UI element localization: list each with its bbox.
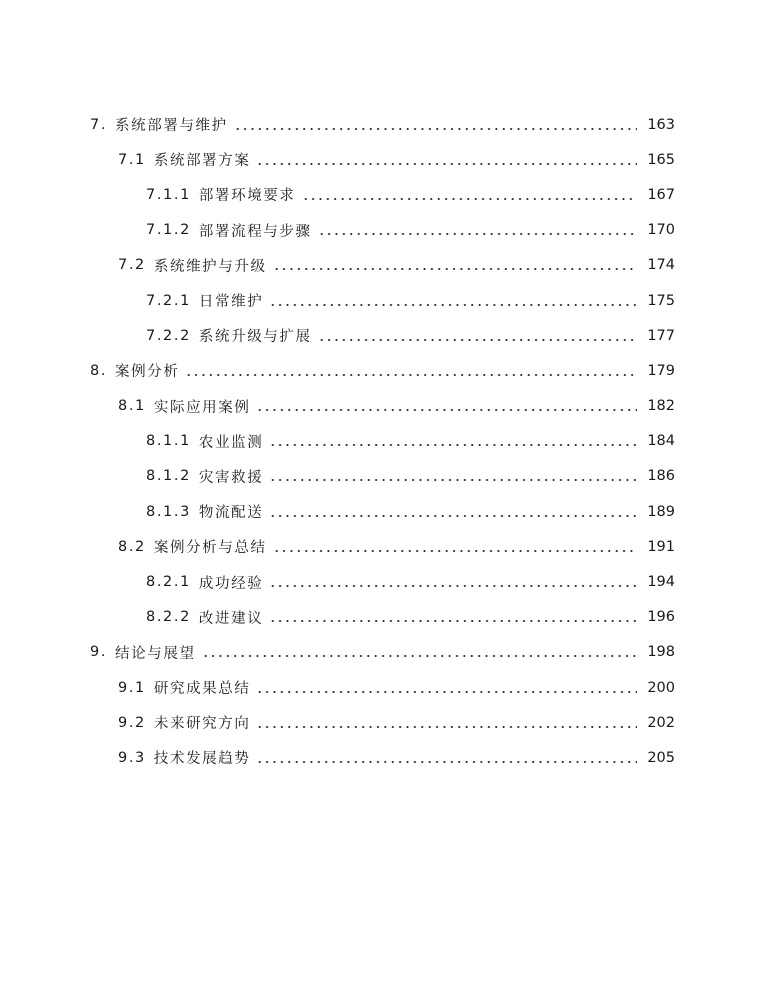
toc-entry-title: 案例分析与总结 bbox=[153, 540, 267, 557]
toc-entry-page: 179 bbox=[647, 362, 675, 379]
toc-entry-page: 167 bbox=[647, 186, 675, 203]
toc-entry[interactable] bbox=[0, 740, 765, 775]
toc-entry-number: 7. bbox=[90, 116, 108, 133]
toc-entry[interactable] bbox=[0, 142, 765, 177]
toc-entry-page: 191 bbox=[647, 538, 675, 555]
toc-entry-title: 系统部署方案 bbox=[153, 153, 251, 170]
toc-entry-title: 案例分析 bbox=[115, 364, 180, 381]
dot-leader bbox=[269, 505, 637, 519]
toc-entry-number: 7.2.1 bbox=[146, 292, 191, 309]
dot-leader bbox=[256, 681, 637, 695]
toc-entry-page: 182 bbox=[647, 398, 675, 415]
toc-entry-page: 184 bbox=[647, 433, 675, 450]
toc-entry-page: 189 bbox=[647, 503, 675, 520]
toc-entry-page: 177 bbox=[647, 327, 675, 344]
toc-entry-number: 9.3 bbox=[118, 749, 146, 766]
toc-entry-page: 186 bbox=[647, 468, 675, 485]
toc-entry-number: 8.1.3 bbox=[146, 503, 191, 520]
toc-entry-number: 8. bbox=[90, 362, 108, 379]
toc-entry-title: 部署环境要求 bbox=[198, 188, 296, 205]
toc-entry-title: 实际应用案例 bbox=[153, 399, 251, 416]
toc-entry[interactable] bbox=[0, 459, 765, 494]
toc-entry-page: 175 bbox=[647, 292, 675, 309]
toc-entry-number: 7.1.2 bbox=[146, 222, 191, 239]
toc-entry-number: 9. bbox=[90, 644, 108, 661]
toc-entry-page: 165 bbox=[647, 151, 675, 168]
dot-leader bbox=[302, 188, 637, 202]
toc-entry-title: 系统部署与维护 bbox=[115, 118, 228, 135]
toc-entry-number: 9.2 bbox=[118, 714, 146, 731]
toc-entry-page: 198 bbox=[647, 644, 675, 661]
toc-entry-title: 日常维护 bbox=[198, 294, 264, 311]
toc-entry[interactable] bbox=[0, 600, 765, 635]
toc-entry[interactable] bbox=[0, 635, 765, 670]
table-of-contents bbox=[0, 107, 765, 776]
toc-entry-title: 改进建议 bbox=[198, 610, 264, 627]
toc-entry-title: 未来研究方向 bbox=[153, 716, 251, 733]
toc-entry-title: 系统升级与扩展 bbox=[198, 329, 312, 346]
dot-leader bbox=[185, 364, 637, 378]
toc-entry-number: 8.1.2 bbox=[146, 468, 191, 485]
toc-entry-page: 174 bbox=[647, 257, 675, 274]
toc-entry[interactable] bbox=[0, 283, 765, 318]
dot-leader bbox=[256, 399, 637, 413]
dot-leader bbox=[273, 258, 637, 272]
toc-entry-page: 196 bbox=[647, 609, 675, 626]
toc-entry-number: 7.1.1 bbox=[146, 186, 191, 203]
dot-leader bbox=[318, 329, 637, 343]
dot-leader bbox=[256, 716, 637, 730]
toc-entry[interactable] bbox=[0, 177, 765, 212]
toc-entry-page: 202 bbox=[647, 714, 675, 731]
toc-entry-number: 8.1 bbox=[118, 398, 146, 415]
toc-entry-title: 成功经验 bbox=[198, 575, 264, 592]
toc-entry[interactable] bbox=[0, 248, 765, 283]
toc-entry[interactable] bbox=[0, 705, 765, 740]
dot-leader bbox=[269, 575, 637, 589]
toc-entry-number: 7.1 bbox=[118, 151, 146, 168]
toc-entry[interactable] bbox=[0, 670, 765, 705]
toc-entry[interactable] bbox=[0, 353, 765, 388]
toc-entry-page: 205 bbox=[647, 749, 675, 766]
toc-entry-title: 农业监测 bbox=[198, 434, 264, 451]
dot-leader bbox=[318, 223, 637, 237]
dot-leader bbox=[269, 434, 637, 448]
toc-entry-title: 系统维护与升级 bbox=[153, 258, 267, 275]
dot-leader bbox=[256, 153, 637, 167]
toc-entry-number: 8.2.1 bbox=[146, 574, 191, 591]
toc-entry-page: 163 bbox=[647, 116, 675, 133]
dot-leader bbox=[234, 118, 637, 132]
toc-entry[interactable] bbox=[0, 107, 765, 142]
dot-leader bbox=[269, 469, 637, 483]
toc-entry-number: 8.2.2 bbox=[146, 609, 191, 626]
toc-entry[interactable] bbox=[0, 318, 765, 353]
toc-entry-number: 8.1.1 bbox=[146, 433, 191, 450]
dot-leader bbox=[202, 645, 637, 659]
dot-leader bbox=[273, 540, 637, 554]
toc-entry-number: 7.2 bbox=[118, 257, 146, 274]
toc-entry-title: 研究成果总结 bbox=[153, 681, 251, 698]
dot-leader bbox=[269, 610, 637, 624]
toc-entry-title: 部署流程与步骤 bbox=[198, 223, 312, 240]
toc-entry[interactable] bbox=[0, 424, 765, 459]
toc-entry-number: 7.2.2 bbox=[146, 327, 191, 344]
toc-entry[interactable] bbox=[0, 529, 765, 564]
toc-entry[interactable] bbox=[0, 564, 765, 599]
toc-entry[interactable] bbox=[0, 494, 765, 529]
toc-entry-title: 灾害救援 bbox=[198, 469, 264, 486]
toc-entry-page: 170 bbox=[647, 222, 675, 239]
toc-entry-page: 194 bbox=[647, 574, 675, 591]
dot-leader bbox=[256, 751, 637, 765]
toc-entry-page: 200 bbox=[647, 679, 675, 696]
toc-entry-number: 8.2 bbox=[118, 538, 146, 555]
dot-leader bbox=[269, 294, 637, 308]
toc-entry-title: 结论与展望 bbox=[115, 645, 196, 662]
toc-entry-title: 技术发展趋势 bbox=[153, 751, 251, 768]
toc-entry-number: 9.1 bbox=[118, 679, 146, 696]
toc-entry[interactable] bbox=[0, 389, 765, 424]
toc-entry-title: 物流配送 bbox=[198, 505, 264, 522]
toc-entry[interactable] bbox=[0, 213, 765, 248]
